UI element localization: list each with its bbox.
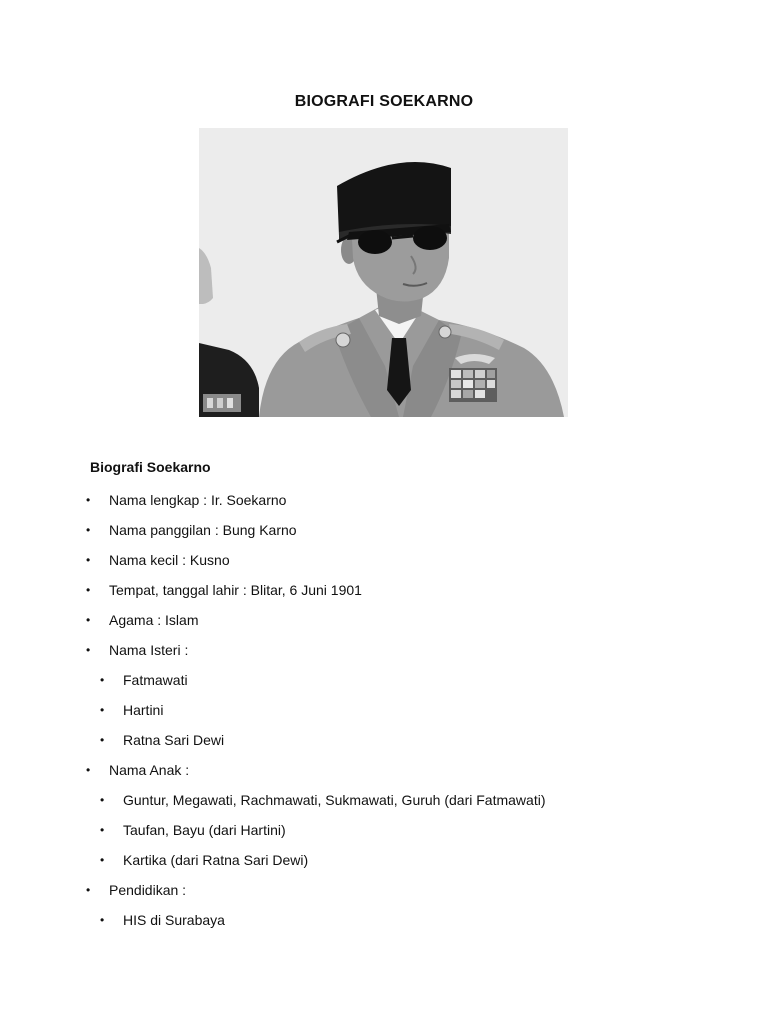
list-item (0, 550, 768, 580)
list-item-text: Agama : Islam (109, 612, 199, 628)
list-item (0, 640, 768, 670)
bullet-icon: • (100, 673, 105, 687)
bullet-icon: • (100, 703, 105, 717)
list-item-text: Nama lengkap : Ir. Soekarno (109, 492, 287, 508)
bullet-icon: • (86, 763, 91, 777)
bullet-icon: • (86, 613, 91, 627)
list-item (0, 760, 768, 790)
list-item-text: HIS di Surabaya (123, 912, 225, 928)
bullet-icon: • (86, 493, 91, 507)
bullet-icon: • (100, 793, 105, 807)
list-item-text: Kartika (dari Ratna Sari Dewi) (123, 852, 309, 868)
list-item-text: Hartini (123, 702, 164, 718)
list-item-text: Nama Isteri : (109, 642, 189, 658)
list-item-text: Tempat, tanggal lahir : Blitar, 6 Juni 1901 (109, 582, 362, 598)
bullet-icon: • (86, 523, 91, 537)
sub-list-item (0, 700, 768, 730)
list-item-text: Nama panggilan : Bung Karno (109, 522, 297, 538)
list-item (0, 580, 768, 610)
list-item-text: Nama kecil : Kusno (109, 552, 230, 568)
sub-list-item (0, 910, 768, 940)
biography-list (0, 490, 768, 940)
bullet-icon: • (86, 883, 91, 897)
document-title: BIOGRAFI SOEKARNO (294, 93, 474, 110)
bullet-icon: • (100, 733, 105, 747)
list-item (0, 610, 768, 640)
sub-list-item (0, 730, 768, 760)
list-item-text: Ratna Sari Dewi (123, 732, 225, 748)
portrait-photo (199, 128, 568, 417)
bullet-icon: • (86, 643, 91, 657)
section-heading: Biografi Soekarno (90, 459, 211, 475)
list-item-text: Pendidikan : (109, 882, 187, 898)
list-item-text: Taufan, Bayu (dari Hartini) (123, 822, 286, 838)
bullet-icon: • (100, 853, 105, 867)
bullet-icon: • (100, 913, 105, 927)
bullet-icon: • (86, 583, 91, 597)
sub-list-item (0, 670, 768, 700)
bullet-icon: • (86, 553, 91, 567)
list-item (0, 490, 768, 520)
list-item-text: Fatmawati (123, 672, 188, 688)
bullet-icon: • (100, 823, 105, 837)
list-item-text: Nama Anak : (109, 762, 190, 778)
sub-list-item (0, 790, 768, 820)
sub-list-item (0, 850, 768, 880)
sub-list-item (0, 820, 768, 850)
list-item (0, 880, 768, 910)
list-item-text: Guntur, Megawati, Rachmawati, Sukmawati, Guruh (dari Fatmawati) (123, 792, 546, 808)
list-item (0, 520, 768, 550)
